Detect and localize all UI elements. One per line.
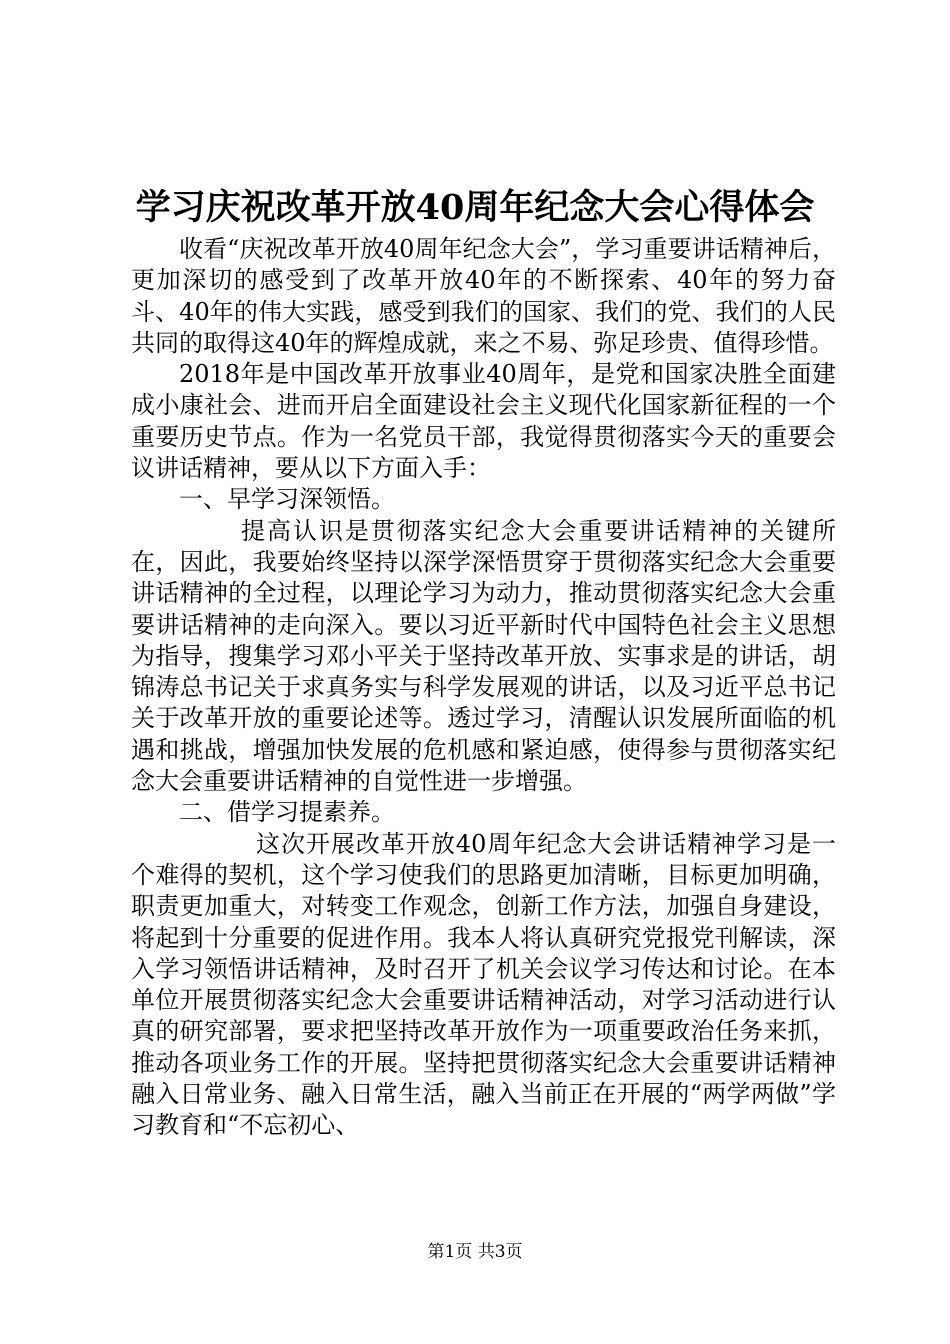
section-heading-2: 二、借学习提素养。: [179, 798, 395, 827]
paragraph-section-1: 提高认识是贯彻落实纪念大会重要讲话精神的关键所在，因此，我要始终坚持以深学深悟贯穿于贯彻落实纪念大会重要讲话精神的全过程，以理论学习为动力，推动贯彻落实纪念大会重要讲话精神的走向深入。要以习近平新时代中国特色社会主义思想为指导，搜集学习邓小平关于坚持改革开放、实事求是的讲话，胡锦涛总书记关于求真务实与科学发展观的讲话，以及习近平总书记关于改革开放的重要论述等。透过学习，清醒认识发展所面临的机遇和挑战，增强加快发展的危机感和紧迫感，使得参与贯彻落实纪念大会重要讲话精神的自觉性进一步增强。: [131, 516, 836, 796]
page-footer: 第1页 共3页: [427, 1242, 523, 1262]
document-body: [131, 234, 836, 1142]
document-title: 学习庆祝改革开放40周年纪念大会心得体会: [135, 187, 815, 228]
paragraph-intro: 收看“庆祝改革开放40周年纪念大会”，学习重要讲话精神后，更加深切的感受到了改革开放40年的不断探索、40年的努力奋斗、40年的伟大实践，感受到我们的国家、我们的党、我们的人民共同的取得这40年的辉煌成就，来之不易、弥足珍贵、值得珍惜。: [131, 235, 836, 357]
paragraph-2018: 2018年是中国改革开放事业40周年，是党和国家决胜全面建成小康社会、进而开启全面建设社会主义现代化国家新征程的一个重要历史节点。作为一名党员干部，我觉得贯彻落实今天的重要会议讲话精神，要从以下方面入手：: [131, 360, 836, 483]
paragraph-section-2: 这次开展改革开放40周年纪念大会讲话精神学习是一个难得的契机，这个学习使我们的思路更加清晰，目标更加明确，职责更加重大，对转变工作观念，创新工作方法，加强自身建设，将起到十分重要的促进作用。我本人将认真研究党报党刊解读，深入学习领悟讲话精神，及时召开了机关会议学习传达和讨论。在本单位开展贯彻落实纪念大会重要讲话精神活动，对学习活动进行认真的研究部署，要求把坚持改革开放作为一项重要政治任务来抓，推动各项业务工作的开展。坚持把贯彻落实纪念大会重要讲话精神融入日常业务、融入日常生活，融入当前正在开展的“两学两做”学习教育和“不忘初心、: [131, 829, 836, 1140]
section-heading-1: 一、早学习深领悟。: [179, 485, 395, 514]
